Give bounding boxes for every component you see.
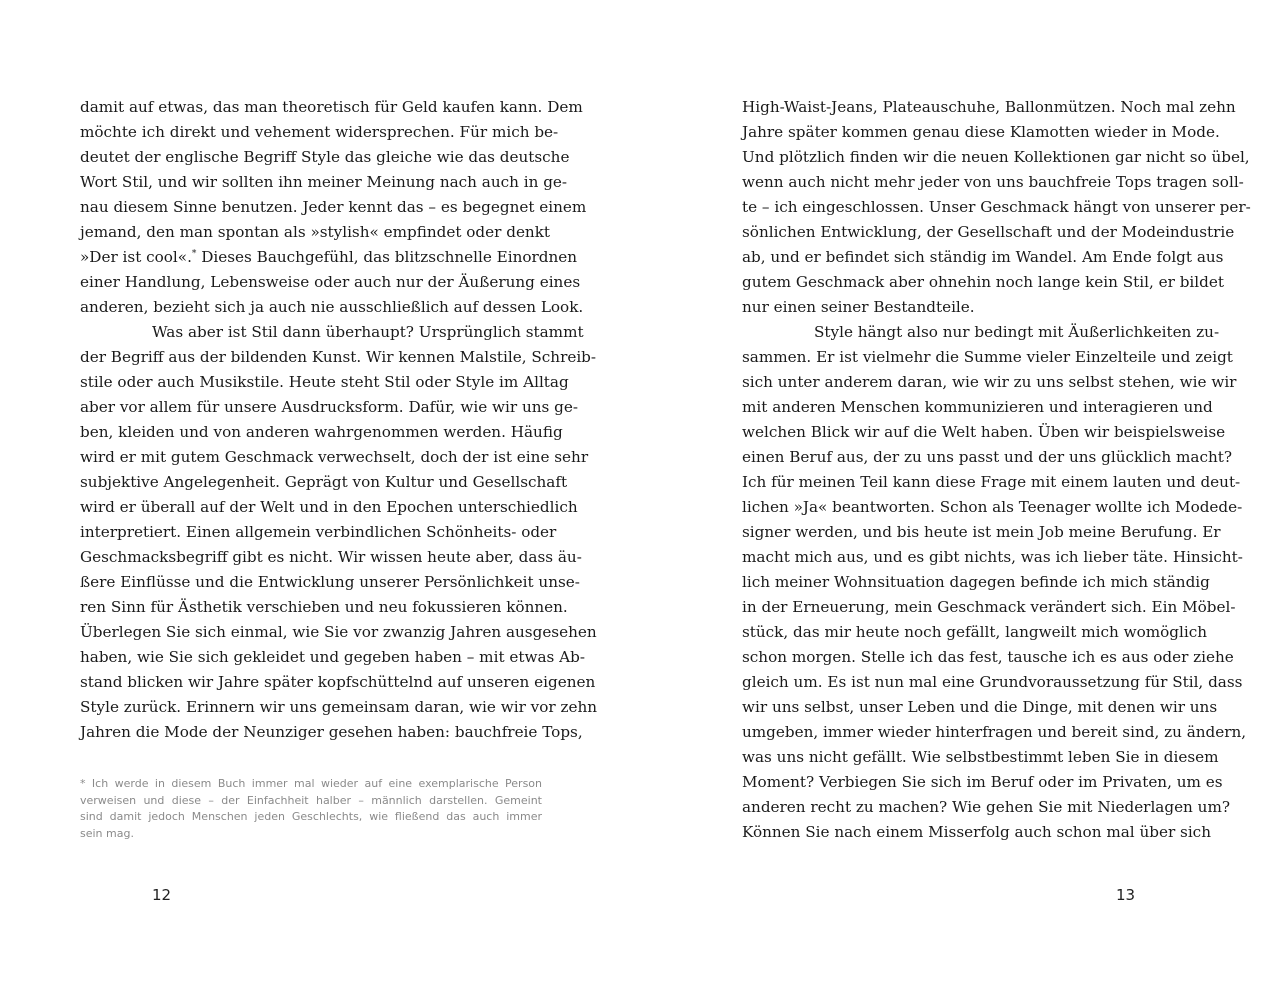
text-line: macht mich aus, und es gibt nichts, was ich lieber täte. Hinsicht- [742, 548, 1243, 566]
text-line: welchen Blick wir auf die Welt haben. Üben wir beispielsweise [742, 423, 1226, 441]
text-line: haben, wie Sie sich gekleidet und gegeben haben – mit etwas Ab- [80, 648, 585, 666]
text-line: möchte ich direkt und vehement widersprechen. Für mich be- [80, 123, 559, 141]
text-line: Style hängt also nur bedingt mit Äußerlichkeiten zu- [814, 323, 1220, 341]
footnote-line: sind damit jedoch Menschen jeden Geschlechts, wie fließend das auch immer [80, 810, 542, 823]
left-page [0, 0, 642, 1000]
left-body-text [80, 95, 598, 745]
text-line: signer werden, und bis heute ist mein Job meine Berufung. Er [742, 523, 1221, 541]
text-line: stück, das mir heute noch gefällt, langweilt mich womöglich [742, 623, 1207, 641]
text-line: gutem Geschmack aber ohnehin noch lange kein Stil, er bildet [742, 273, 1224, 291]
text-line: jemand, den man spontan als »stylish« empfindet oder denkt [80, 223, 551, 241]
footnote-marker: * [191, 249, 197, 259]
text-line: nau diesem Sinne benutzen. Jeder kennt das – es begegnet einem [80, 198, 587, 216]
text-line: sich unter anderem daran, wie wir zu uns selbst stehen, wie wir [742, 373, 1237, 391]
text-line: umgeben, immer wieder hinterfragen und bereit sind, zu ändern, [742, 723, 1247, 741]
text-line: anderen recht zu machen? Wie gehen Sie mit Niederlagen um? [742, 798, 1230, 816]
text-line: wird er überall auf der Welt und in den Epochen unterschiedlich [80, 498, 578, 516]
text-line: stand blicken wir Jahre später kopfschüttelnd auf unseren eigenen [80, 673, 596, 691]
text-line: interpretiert. Einen allgemein verbindlichen Schönheits- oder [80, 523, 557, 541]
text-line: Moment? Verbiegen Sie sich im Beruf oder im Privaten, um es [742, 773, 1223, 791]
text-line: subjektive Angelegenheit. Geprägt von Kultur und Gesellschaft [80, 473, 568, 491]
text-line: anderen, bezieht sich ja auch nie ausschließlich auf dessen Look. [80, 298, 584, 316]
text-line: mit anderen Menschen kommunizieren und interagieren und [742, 398, 1213, 416]
text-line: was uns nicht gefällt. Wie selbstbestimmt leben Sie in diesem [742, 748, 1219, 766]
text-line: lich meiner Wohnsituation dagegen befinde ich mich ständig [742, 573, 1210, 591]
text-line: Was aber ist Stil dann überhaupt? Ursprünglich stammt [152, 323, 584, 341]
text-line: Ich für meinen Teil kann diese Frage mit einem lauten und deut- [742, 473, 1241, 491]
text-line: Style zurück. Erinnern wir uns gemeinsam daran, wie wir vor zehn [80, 698, 598, 716]
text-line: te – ich eingeschlossen. Unser Geschmack hängt von unserer per- [742, 198, 1251, 216]
text-line: ßere Einflüsse und die Entwicklung unserer Persönlichkeit unse- [80, 573, 580, 591]
text-line: aber vor allem für unsere Ausdrucksform. Dafür, wie wir uns ge- [80, 398, 578, 416]
text-line: wir uns selbst, unser Leben und die Dinge, mit denen wir uns [742, 698, 1218, 716]
footnote [80, 776, 542, 842]
text-line: einen Beruf aus, der zu uns passt und der uns glücklich macht? [742, 448, 1233, 466]
text-line: ben, kleiden und von anderen wahrgenommen werden. Häufig [80, 423, 563, 441]
text-line: Wort Stil, und wir sollten ihn meiner Meinung nach auch in ge- [80, 173, 568, 191]
text-line: »Der ist cool«.* Dieses Bauchgefühl, das blitzschnelle Einordnen [80, 248, 578, 266]
text-line: wenn auch nicht mehr jeder von uns bauchfreie Tops tragen soll- [742, 173, 1244, 191]
footnote-line: * Ich werde in diesem Buch immer mal wieder auf eine exemplarische Person [80, 777, 542, 790]
text-line: nur einen seiner Bestandteile. [742, 298, 975, 316]
text-line: schon morgen. Stelle ich das fest, tausche ich es aus oder ziehe [742, 648, 1234, 666]
text-line: der Begriff aus der bildenden Kunst. Wir kennen Malstile, Schreib- [80, 348, 597, 366]
right-page [642, 0, 1285, 1000]
right-body-text [742, 95, 1251, 845]
text-line: Jahren die Mode der Neunziger gesehen haben: bauchfreie Tops, [80, 723, 583, 741]
footnote-line: verweisen und diese – der Einfachheit halber – männlich darstellen. Gemeint [80, 793, 542, 807]
text-line: Geschmacksbegriff gibt es nicht. Wir wissen heute aber, dass äu- [80, 548, 582, 566]
text-line: in der Erneuerung, mein Geschmack verändert sich. Ein Möbel- [742, 598, 1236, 616]
text-line: stile oder auch Musikstile. Heute steht Stil oder Style im Alltag [80, 373, 569, 391]
text-line: lichen »Ja« beantworten. Schon als Teenager wollte ich Modede- [742, 498, 1243, 516]
text-line: sönlichen Entwicklung, der Gesellschaft und der Modeindustrie [742, 223, 1235, 241]
text-line: deutet der englische Begriff Style das gleiche wie das deutsche [80, 148, 570, 166]
text-line: Jahre später kommen genau diese Klamotten wieder in Mode. [742, 123, 1220, 141]
footnote-line: sein mag. [80, 826, 134, 840]
page-number-right: 13 [1116, 886, 1136, 904]
text-line: sammen. Er ist vielmehr die Summe vieler Einzelteile und zeigt [742, 348, 1233, 366]
text-line: Können Sie nach einem Misserfolg auch schon mal über sich [742, 823, 1211, 841]
text-line: gleich um. Es ist nun mal eine Grundvoraussetzung für Stil, dass [742, 673, 1243, 691]
text-line: einer Handlung, Lebensweise oder auch nur der Äußerung eines [80, 273, 581, 291]
text-line: High-Waist-Jeans, Plateauschuhe, Ballonmützen. Noch mal zehn [742, 98, 1236, 116]
text-line: Überlegen Sie sich einmal, wie Sie vor zwanzig Jahren ausgesehen [80, 623, 597, 641]
text-line: ren Sinn für Ästhetik verschieben und neu fokussieren können. [80, 598, 568, 616]
text-line: wird er mit gutem Geschmack verwechselt, doch der ist eine sehr [80, 448, 589, 466]
page-number-left: 12 [152, 886, 172, 904]
text-line: Und plötzlich finden wir die neuen Kollektionen gar nicht so übel, [742, 148, 1250, 166]
text-line: ab, und er befindet sich ständig im Wandel. Am Ende folgt aus [742, 248, 1224, 266]
text-line: damit auf etwas, das man theoretisch für Geld kaufen kann. Dem [80, 98, 583, 116]
